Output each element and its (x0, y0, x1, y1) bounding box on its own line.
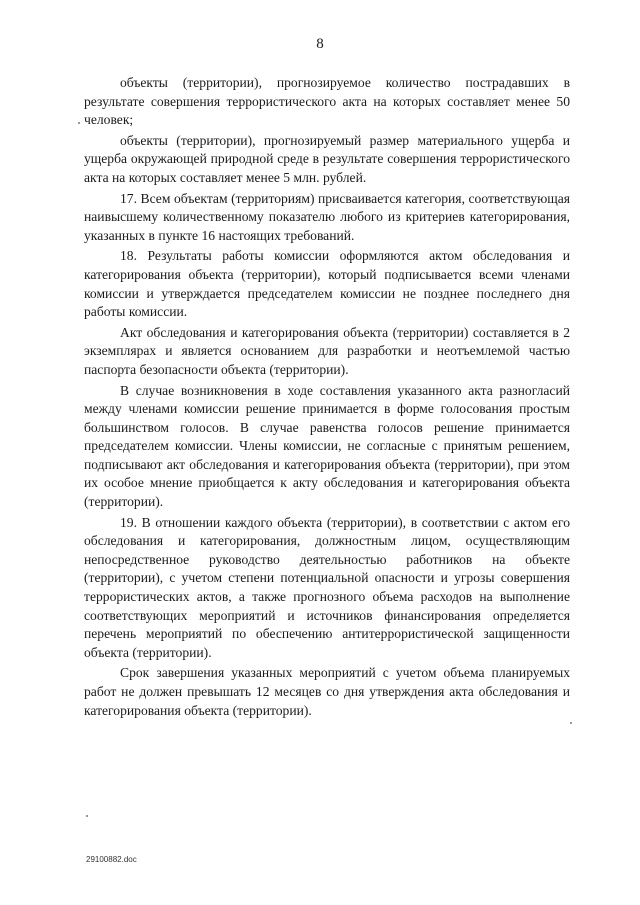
paragraph-casualties-criterion: объекты (территории), прогнозируемое количество пострадавших в результате совершения террористического акта на которых составляет менее 50 человек; (84, 75, 570, 128)
paragraph-damage-criterion: объекты (территории), прогнозируемый размер материального ущерба и ущерба окружающей природной среде в результате совершения террористического акта на которых составляет менее 5 млн. рублей. (84, 132, 570, 185)
document-body (84, 74, 570, 722)
scan-speck (570, 722, 572, 724)
paragraph-item-18: 18. Результаты работы комиссии оформляются актом обследования и категорирования объекта (территории), который подписывается всеми членами комиссии и утверждается председателем комиссии не позднее последнего дня работы комиссии. (84, 248, 570, 320)
paragraph-item-19: 19. В отношении каждого объекта (территории), в соответствии с актом его обследования и категорирования, должностным лицом, осуществляющим непосредственное руководство деятельностью работников на объекте (территории), с учетом степени потенциальной опасности и угрозы совершения террористических актов, а также прогнозного объема расходов на выполнение соответствующих мероприятий и источников финансирования определяется перечень мероприятий по обеспечению антитеррористической защищенности объекта (территории). (84, 514, 570, 660)
paragraph-deadline: Срок завершения указанных мероприятий с учетом объема планируемых работ не должен превышать 12 месяцев со дня утверждения акта обследования и категорирования объекта (территории). (84, 665, 570, 718)
document-file-code: 29100882.doc (86, 855, 137, 864)
paragraph-act-copies: Акт обследования и категорирования объекта (территории) составляется в 2 экземплярах и является основанием для разработки и неотъемлемой частью паспорта безопасности объекта (территории). (84, 324, 570, 377)
page-number: 8 (316, 36, 324, 52)
scan-speck (86, 815, 88, 817)
paragraph-item-17: 17. Всем объектам (территориям) присваивается категория, соответствующая наивысшему количественному показателю любого из критериев категорирования, указанных в пункте 16 настоящих требований. (84, 190, 570, 243)
paragraph-disagreements: В случае возникновения в ходе составления указанного акта разногласий между членами комиссии решение принимается в форме голосования простым большинством голосов. В случае равенства голосов решение принимается председателем комиссии. Члены комиссии, не согласные с принятым решением, подписывают акт обследования и категорирования объекта (территории), при этом их особое мнение приобщается к акту обследования и категорирования объекта (территории). (84, 382, 570, 510)
scan-speck (78, 122, 80, 124)
